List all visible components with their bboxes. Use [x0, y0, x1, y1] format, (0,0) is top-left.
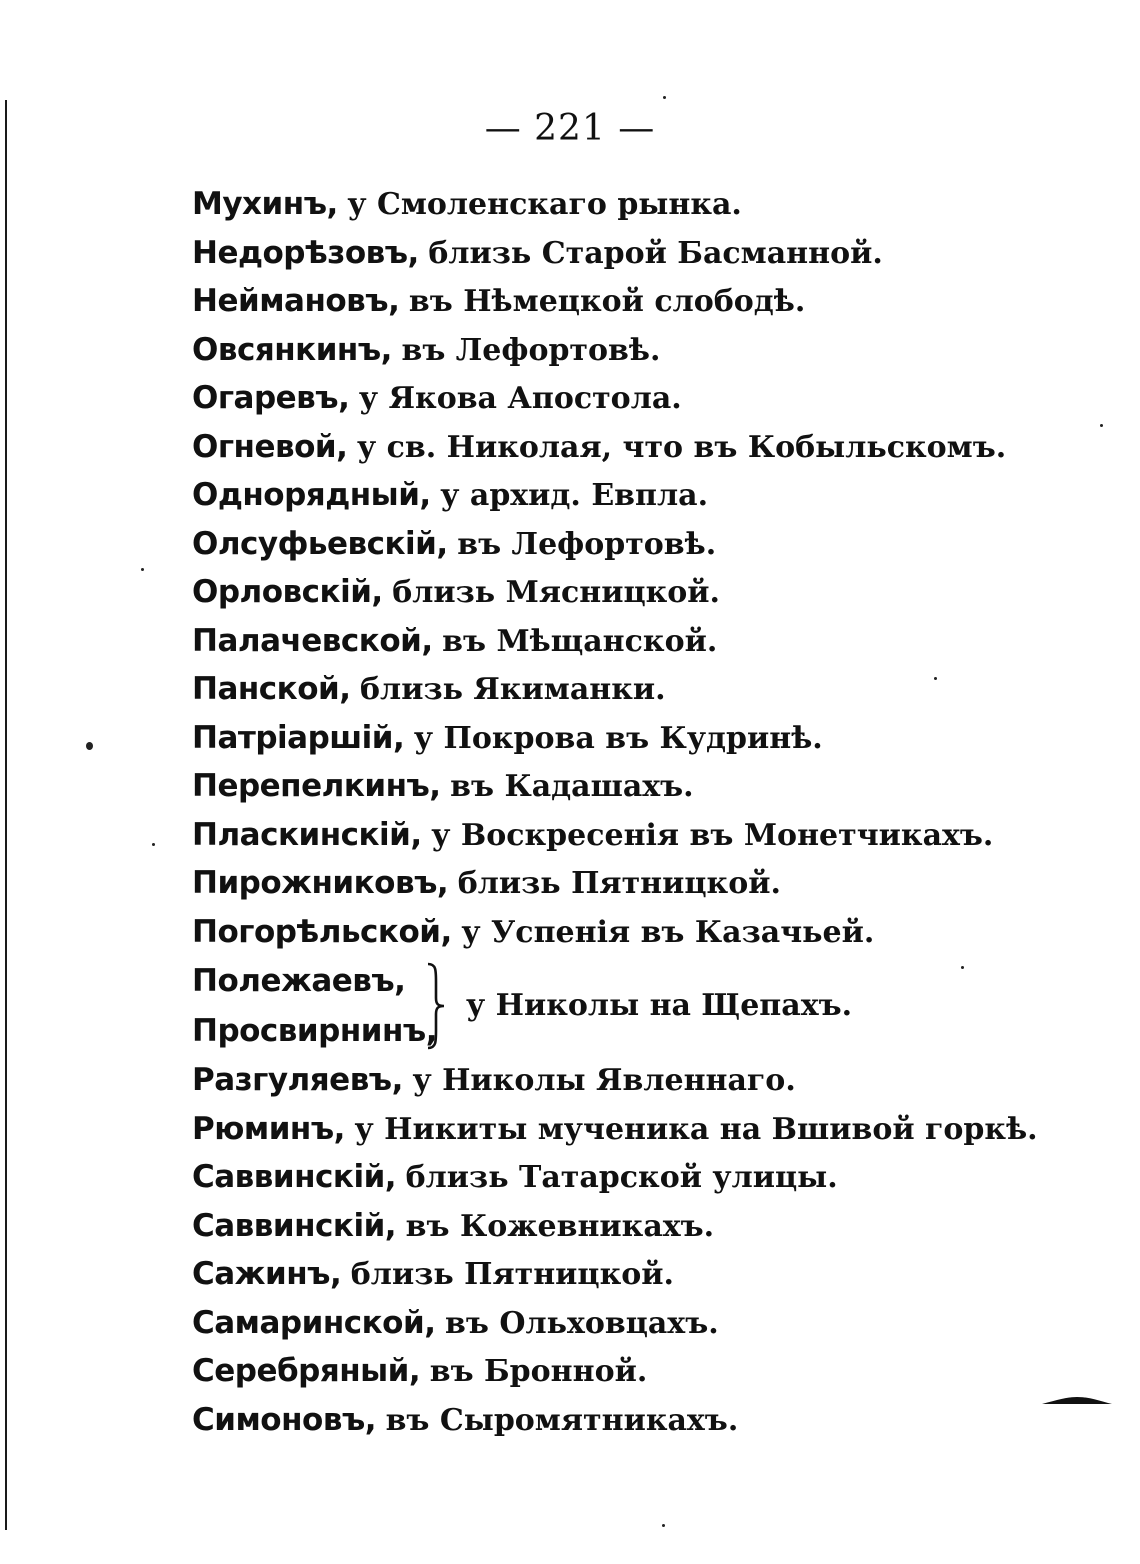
- page-number: — 221 —: [484, 108, 656, 149]
- entry-location: близь Якиманки.: [360, 672, 666, 707]
- entry-surname: Серебряный,: [192, 1353, 421, 1389]
- print-speck: [86, 742, 93, 750]
- list-item: [192, 423, 1092, 472]
- entry-location: у Покрова въ Кудринѣ.: [413, 720, 823, 756]
- list-item: [192, 1299, 1092, 1348]
- list-item: [192, 1396, 1092, 1445]
- list-item: [192, 374, 1092, 423]
- list-item: [192, 568, 1092, 617]
- braced-names: [192, 956, 437, 1056]
- entry-location: у св. Николая, что въ Кобыльскомъ.: [356, 429, 1007, 465]
- list-item: [192, 1347, 1092, 1396]
- entry-location: близь Мясницкой.: [392, 575, 720, 610]
- entry-surname: Огаревъ,: [192, 380, 350, 416]
- list-item: [192, 520, 1092, 569]
- page-edge-rule: [5, 100, 7, 1530]
- list-item: [192, 1202, 1092, 1251]
- entry-surname: Сажинъ,: [192, 1256, 342, 1292]
- entry-surname: Палачевской,: [192, 622, 433, 659]
- entry-surname: Недорѣзовъ,: [192, 234, 419, 271]
- print-speck: [152, 843, 155, 846]
- print-speck: [934, 677, 937, 680]
- entry-location: въ Мѣщанской.: [442, 623, 718, 659]
- entry-location: у Якова Апостола.: [358, 381, 682, 416]
- entry-location: у Николы Явленнаго.: [412, 1063, 796, 1098]
- entry-location: въ Сыромятникахъ.: [385, 1402, 739, 1438]
- list-item: [192, 1105, 1092, 1154]
- entry-location: у архид. Евпла.: [440, 478, 709, 513]
- entry-surname: Саввинскій,: [192, 1159, 397, 1195]
- entry-surname: Симоновъ,: [192, 1401, 377, 1438]
- list-item: [192, 714, 1092, 763]
- entry-location: въ Нѣмецкой слободѣ.: [408, 284, 806, 319]
- print-speck: [961, 966, 964, 969]
- print-speck: [1100, 424, 1103, 427]
- entry-location: у Николы на Щепахъ.: [466, 988, 853, 1023]
- entry-location: близь Татарской улицы.: [405, 1160, 838, 1195]
- list-item: [192, 1250, 1092, 1299]
- ink-smudge: [1042, 1396, 1112, 1406]
- print-speck: [663, 96, 666, 99]
- entry-location: въ Бронной.: [429, 1354, 648, 1389]
- entry-location: близь Пятницкой.: [350, 1257, 674, 1292]
- entry-surname: Огневой,: [192, 428, 348, 465]
- entry-list: [192, 180, 1092, 1444]
- entry-surname: Рюминъ,: [192, 1110, 345, 1147]
- list-item: [192, 908, 1092, 957]
- braced-entry-group: [192, 956, 1092, 1056]
- entry-location: у Успенія въ Казачьей.: [461, 914, 875, 950]
- list-item: [192, 277, 1092, 326]
- entry-surname: Полежаевъ,: [192, 963, 406, 999]
- entry-location: въ Лефортовѣ.: [457, 526, 717, 562]
- list-item: [192, 811, 1092, 860]
- entry-surname: Однорядный,: [192, 477, 431, 513]
- entry-surname: Самаринской,: [192, 1304, 436, 1341]
- entry-surname: Просвирнинъ,: [192, 1013, 437, 1049]
- list-item: [192, 180, 1092, 229]
- entry-surname: Пирожниковъ,: [192, 865, 449, 901]
- entry-location: у Воскресенія въ Монетчикахъ.: [431, 817, 994, 853]
- entry-surname: Панской,: [192, 671, 351, 707]
- entry-surname: Разгуляевъ,: [192, 1062, 403, 1098]
- entry-surname: Мухинъ,: [192, 186, 338, 222]
- entry-surname: Орловскій,: [192, 574, 383, 610]
- print-speck: [141, 568, 144, 571]
- entry-surname: Перепелкинъ,: [192, 768, 441, 804]
- entry-location: въ Кожевникахъ.: [405, 1208, 715, 1244]
- list-item: [192, 229, 1092, 278]
- entry-location: у Никиты мученика на Вшивой горкѣ.: [354, 1111, 1038, 1147]
- entry-surname: Пласкинскій,: [192, 816, 422, 853]
- entry-surname: Овсянкинъ,: [192, 331, 392, 368]
- curly-brace-icon: [424, 962, 448, 1050]
- entry-location: близь Пятницкой.: [457, 866, 781, 901]
- entry-location: въ Лефортовѣ.: [401, 332, 661, 368]
- list-item: [192, 471, 1092, 520]
- list-item: [192, 1056, 1092, 1105]
- entry-location: въ Ольховцахъ.: [445, 1305, 719, 1341]
- entry-location: близь Старой Басманной.: [428, 235, 883, 271]
- entry-location: въ Кадашахъ.: [450, 769, 694, 804]
- list-item: [192, 665, 1092, 714]
- list-item: [192, 762, 1092, 811]
- entry-surname: Неймановъ,: [192, 283, 400, 319]
- list-item: [192, 326, 1092, 375]
- entry-location: у Смоленскаго рынка.: [347, 187, 742, 222]
- print-speck: [662, 1524, 665, 1527]
- entry-surname: Погорѣльской,: [192, 913, 452, 950]
- entry-surname: Саввинскій,: [192, 1207, 397, 1244]
- list-item: [192, 1153, 1092, 1202]
- list-item: [192, 617, 1092, 666]
- list-item: [192, 859, 1092, 908]
- entry-surname: Патріаршій,: [192, 719, 405, 756]
- entry-surname: Олсуфьевскій,: [192, 525, 448, 562]
